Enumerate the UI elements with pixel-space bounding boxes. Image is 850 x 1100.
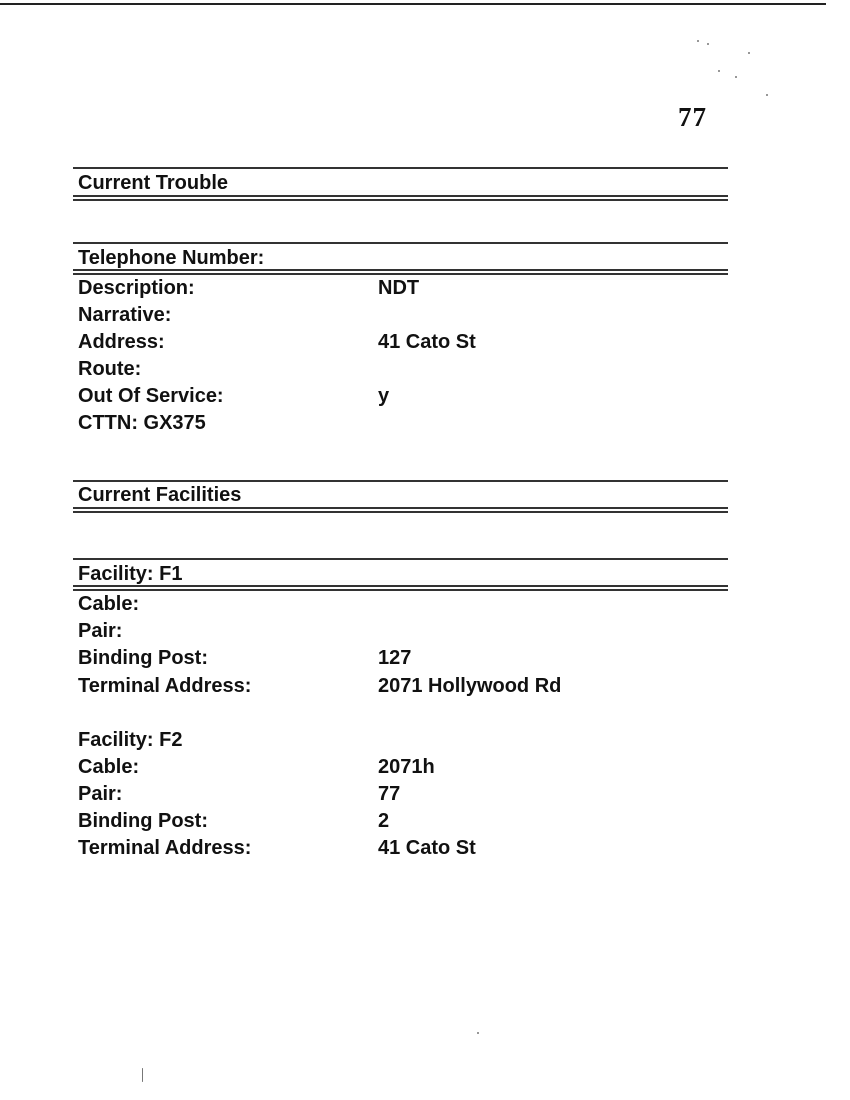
f1-cable-label: Cable: (78, 593, 140, 615)
facility-f1-title: Facility: F1 (78, 563, 183, 585)
section-rule-top (73, 167, 728, 169)
f1-binding-post-value: 127 (378, 647, 412, 669)
section-rule-bottom (73, 585, 728, 591)
scan-speck (142, 1068, 143, 1082)
f1-terminal-address-value: 2071 Hollywood Rd (378, 675, 562, 697)
description-value: NDT (378, 277, 420, 299)
description-label: Description: (78, 277, 195, 299)
f1-terminal-address-label: Terminal Address: (78, 675, 252, 697)
section-rule-bottom (73, 195, 728, 201)
f1-pair-label: Pair: (78, 620, 123, 642)
telephone-number-label: Telephone Number: (78, 247, 265, 269)
section-rule-top (73, 558, 728, 560)
scan-speck (766, 94, 768, 96)
scan-speck (697, 40, 699, 42)
f2-terminal-address-label: Terminal Address: (78, 837, 252, 859)
page-number: 77 (678, 102, 707, 132)
section-rule-bottom (73, 507, 728, 513)
scan-speck (735, 76, 737, 78)
current-trouble-heading: Current Trouble (78, 172, 229, 194)
scan-speck (707, 43, 709, 45)
f2-cable-value: 2071h (378, 756, 435, 778)
address-label: Address: (78, 331, 165, 353)
narrative-label: Narrative: (78, 304, 172, 326)
f2-cable-label: Cable: (78, 756, 140, 778)
scan-speck (477, 1032, 479, 1034)
top-border-line (0, 3, 826, 5)
section-rule-top (73, 242, 728, 244)
cttn-label: CTTN: GX375 (78, 412, 206, 434)
current-facilities-heading: Current Facilities (78, 484, 242, 506)
section-rule-top (73, 480, 728, 482)
out-of-service-label: Out Of Service: (78, 385, 224, 407)
address-value: 41 Cato St (378, 331, 476, 353)
f1-binding-post-label: Binding Post: (78, 647, 208, 669)
scan-speck (718, 70, 720, 72)
f2-terminal-address-value: 41 Cato St (378, 837, 476, 859)
out-of-service-value: y (378, 385, 390, 407)
section-rule-bottom (73, 269, 728, 275)
f2-pair-value: 77 (378, 783, 401, 805)
scan-speck (748, 52, 750, 54)
f2-binding-post-label: Binding Post: (78, 810, 208, 832)
f2-binding-post-value: 2 (378, 810, 390, 832)
facility-f2-title: Facility: F2 (78, 729, 183, 751)
route-label: Route: (78, 358, 142, 380)
f2-pair-label: Pair: (78, 783, 123, 805)
